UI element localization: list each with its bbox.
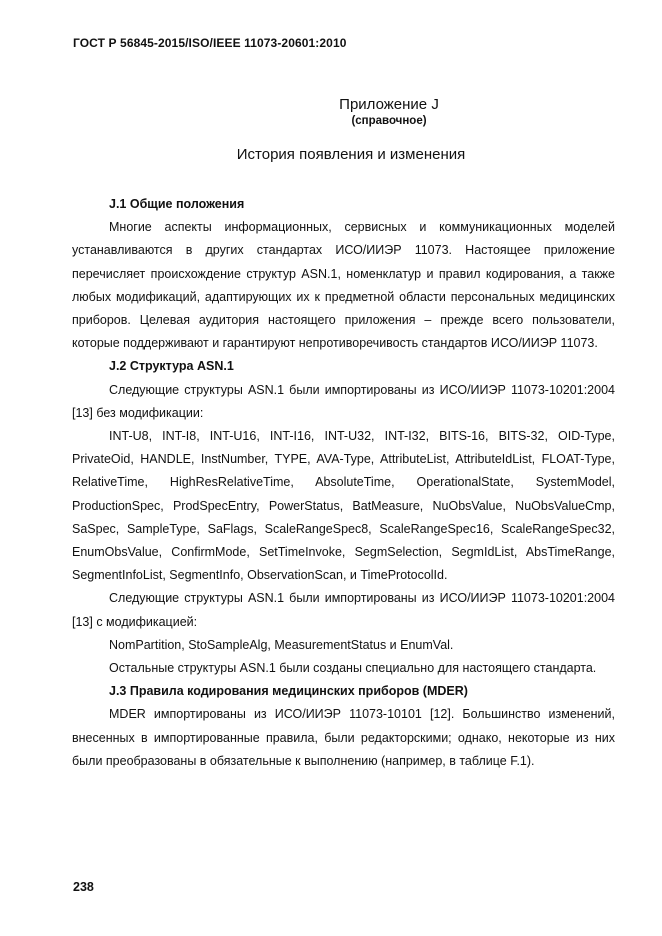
section-j2-paragraph-3: Остальные структуры ASN.1 были созданы специально для настоящего стандарта. — [109, 661, 597, 676]
section-j2-modified-list: NomPartition, StoSampleAlg, MeasurementStatus и EnumVal. — [109, 637, 454, 652]
standard-header: ГОСТ Р 56845-2015/ISO/IEEE 11073-20601:2010 — [73, 36, 347, 50]
appendix-subtitle: (справочное) — [351, 115, 427, 127]
section-j1-title: J.1 Общие положения — [109, 197, 245, 211]
section-j1-paragraph: Многие аспекты информационных, сервисных и коммуникационных моделей устанавливаются в других стандартах ИСО/ИИЭР 11073. Настоящее приложение перечисляет происхождение структур ASN.1, номенклатур и правил кодирования, а также любых модификаций, адаптирующих их к предметной области персональных медицинских приборов. Целевая аудитория настоящего приложения – прежде всего пользователи, которые поддерживают и гарантируют непротиворечивость стандартов ИСО/ИИЭР 11073. — [72, 220, 615, 351]
section-j3-paragraph: MDER импортированы из ИСО/ИИЭР 11073-10101 [12]. Большинство изменений, внесенных в импортированные правила, были редакторскими; однако, некоторые из них были преобразованы в обязательные к выполнению (например, в таблице F.1). — [72, 707, 615, 768]
section-j2-type-list: INT-U8, INT-I8, INT-U16, INT-I16, INT-U32, INT-I32, BITS-16, BITS-32, OID-Type, PrivateOid, HANDLE, InstNumber, TYPE, AVA-Type, AttributeList, AttributeIdList, FLOAT-Type, RelativeTime, HighResRelativeTime, AbsoluteTime, OperationalState, SystemModel, ProductionSpec, ProdSpecEntry, PowerStatus, BatMeasure, NuObsValue, NuObsValueCmp, SaSpec, SampleType, SaFlags, ScaleRangeSpec8, ScaleRangeSpec16, ScaleRangeSpec32, EnumObsValue, ConfirmMode, SetTimeInvoke, SegmSelection, SegmIdList, AbsTimeRange, SegmentInfoList, SegmentInfo, ObservationScan, и TimeProtocolId. — [72, 429, 615, 583]
section-j2-title: J.2 Структура ASN.1 — [109, 359, 234, 374]
section-j3-title: J.3 Правила кодирования медицинских приборов (MDER) — [109, 684, 468, 699]
page-number: 238 — [73, 880, 94, 894]
appendix-heading: История появления и изменения — [236, 146, 466, 163]
appendix-title: Приложение J — [339, 96, 439, 113]
document-body — [72, 193, 615, 773]
section-j2-paragraph-2: Следующие структуры ASN.1 были импортированы из ИСО/ИИЭР 11073-10201:2004 [13] с модификацией: — [72, 591, 615, 629]
section-j2-paragraph-1: Следующие структуры ASN.1 были импортированы из ИСО/ИИЭР 11073-10201:2004 [13] без модификации: — [72, 382, 615, 420]
